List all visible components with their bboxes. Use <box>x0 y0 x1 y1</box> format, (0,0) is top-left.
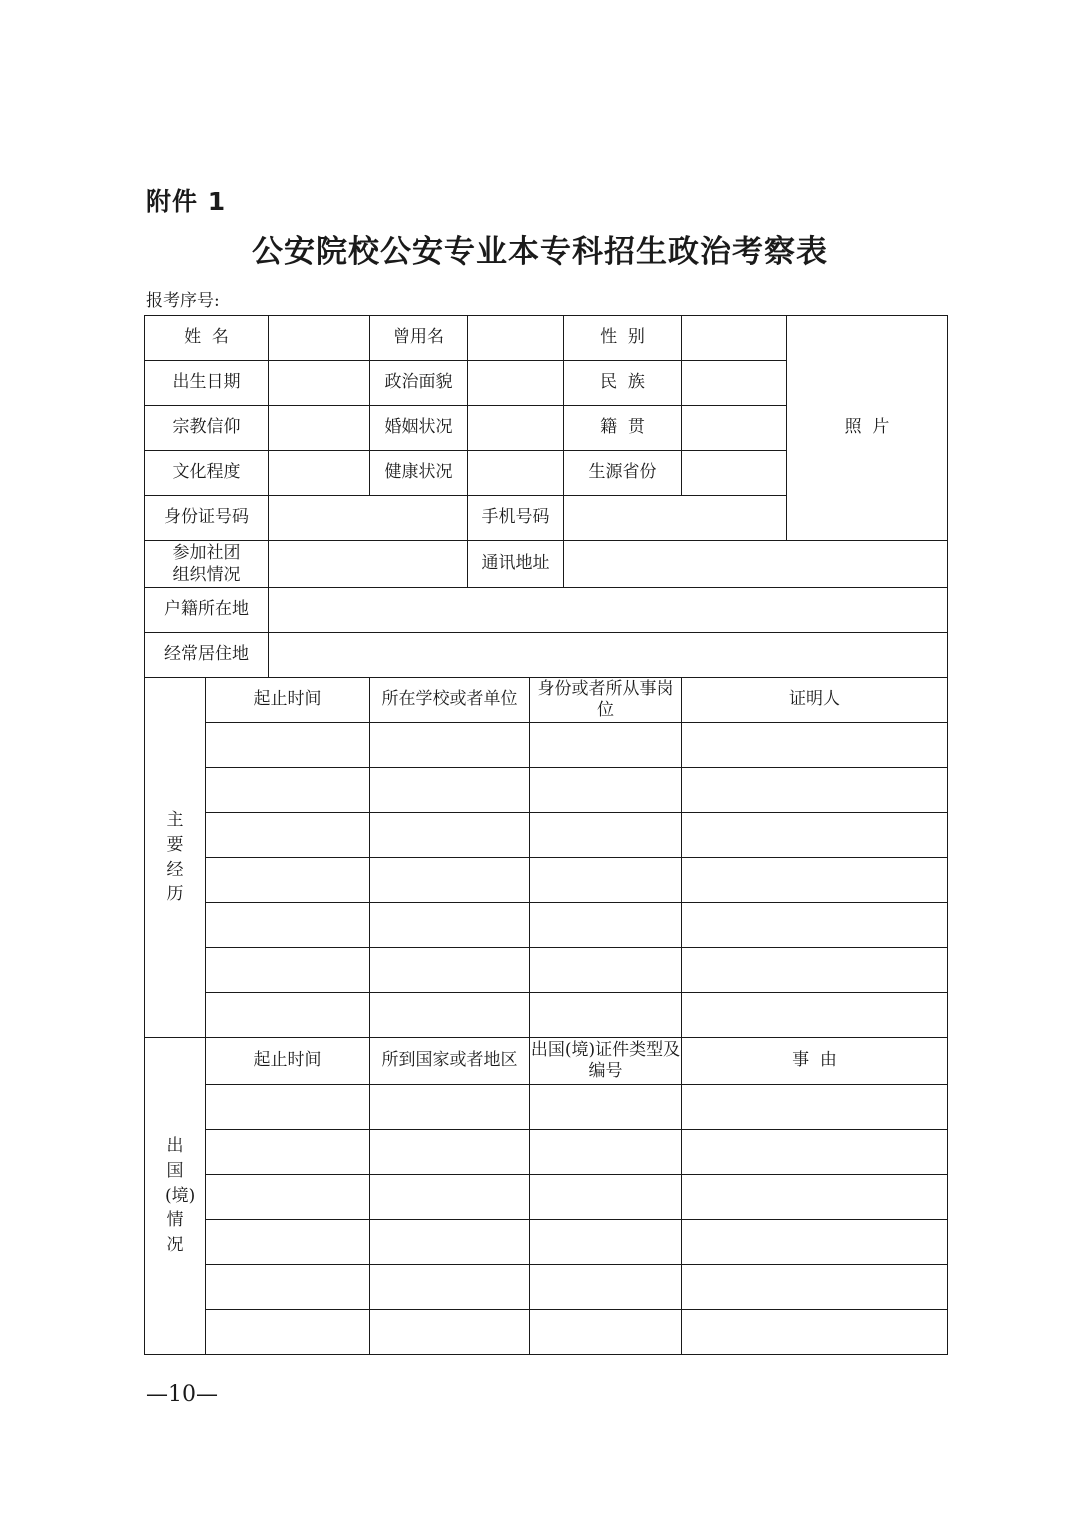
label-source-province: 生源省份 <box>564 451 682 496</box>
cell-input[interactable] <box>682 768 948 813</box>
field-source-province[interactable] <box>682 451 787 496</box>
table-row <box>145 1085 948 1130</box>
cell-input[interactable] <box>370 1265 530 1310</box>
cell-input[interactable] <box>206 993 370 1038</box>
label-political-status: 政治面貌 <box>370 361 468 406</box>
label-mobile: 手机号码 <box>468 496 564 541</box>
cell-input[interactable] <box>682 1085 948 1130</box>
photo-box[interactable] <box>787 316 948 541</box>
field-id-number[interactable] <box>269 496 468 541</box>
abroad-col-document: 出国(境)证件类型及编号 <box>530 1038 682 1085</box>
field-former-name[interactable] <box>468 316 564 361</box>
table-row <box>145 1310 948 1355</box>
cell-input[interactable] <box>530 1310 682 1355</box>
page-number: —10— <box>146 1382 218 1407</box>
cell-input[interactable] <box>682 903 948 948</box>
cell-input[interactable] <box>206 768 370 813</box>
abroad-col-reason: 事 由 <box>682 1038 948 1085</box>
label-religion: 宗教信仰 <box>145 406 269 451</box>
table-row <box>145 723 948 768</box>
cell-input[interactable] <box>530 948 682 993</box>
cell-input[interactable] <box>206 1310 370 1355</box>
photo-label: 照 片 <box>844 417 890 438</box>
cell-input[interactable] <box>206 948 370 993</box>
cell-input[interactable] <box>206 1130 370 1175</box>
table-row <box>145 768 948 813</box>
experience-col-school: 所在学校或者单位 <box>370 678 530 723</box>
cell-input[interactable] <box>206 858 370 903</box>
cell-input[interactable] <box>370 723 530 768</box>
table-row <box>145 858 948 903</box>
abroad-section-text: 出国(境)情况 <box>165 1136 196 1255</box>
cell-input[interactable] <box>530 723 682 768</box>
table-row <box>145 903 948 948</box>
field-organizations[interactable] <box>269 541 468 588</box>
cell-input[interactable] <box>682 1220 948 1265</box>
cell-input[interactable] <box>682 1310 948 1355</box>
cell-input[interactable] <box>682 1265 948 1310</box>
cell-input[interactable] <box>370 1220 530 1265</box>
label-mailing-address: 通讯地址 <box>468 541 564 588</box>
organizations-text: 参加社团组织情况 <box>172 542 241 585</box>
field-education-level[interactable] <box>269 451 370 496</box>
cell-input[interactable] <box>370 1130 530 1175</box>
cell-input[interactable] <box>370 903 530 948</box>
field-household-registration[interactable] <box>269 588 948 633</box>
field-mobile[interactable] <box>564 496 787 541</box>
political-review-form <box>144 315 948 1355</box>
label-health-status: 健康状况 <box>370 451 468 496</box>
cell-input[interactable] <box>682 948 948 993</box>
experience-col-period: 起止时间 <box>206 678 370 723</box>
cell-input[interactable] <box>530 993 682 1038</box>
cell-input[interactable] <box>530 1175 682 1220</box>
table-row <box>145 948 948 993</box>
field-birth-date[interactable] <box>269 361 370 406</box>
field-name[interactable] <box>269 316 370 361</box>
label-marital-status: 婚姻状况 <box>370 406 468 451</box>
cell-input[interactable] <box>682 723 948 768</box>
label-former-name: 曾用名 <box>370 316 468 361</box>
field-residence[interactable] <box>269 633 948 678</box>
abroad-col-country: 所到国家或者地区 <box>370 1038 530 1085</box>
experience-section-label <box>145 678 206 1038</box>
cell-input[interactable] <box>370 858 530 903</box>
label-education-level: 文化程度 <box>145 451 269 496</box>
cell-input[interactable] <box>206 813 370 858</box>
cell-input[interactable] <box>206 1220 370 1265</box>
table-row <box>145 1130 948 1175</box>
cell-input[interactable] <box>206 1175 370 1220</box>
table-row <box>145 1220 948 1265</box>
field-religion[interactable] <box>269 406 370 451</box>
label-native-place: 籍 贯 <box>564 406 682 451</box>
cell-input[interactable] <box>370 768 530 813</box>
cell-input[interactable] <box>370 993 530 1038</box>
label-ethnicity: 民 族 <box>564 361 682 406</box>
label-gender: 性 别 <box>564 316 682 361</box>
table-row <box>145 1175 948 1220</box>
cell-input[interactable] <box>530 1085 682 1130</box>
cell-input[interactable] <box>530 813 682 858</box>
cell-input[interactable] <box>206 1085 370 1130</box>
cell-input[interactable] <box>206 903 370 948</box>
form-title: 公安院校公安专业本专科招生政治考察表 <box>252 234 828 270</box>
abroad-col-period: 起止时间 <box>206 1038 370 1085</box>
table-row <box>145 1265 948 1310</box>
field-political-status[interactable] <box>468 361 564 406</box>
cell-input[interactable] <box>370 1175 530 1220</box>
cell-input[interactable] <box>682 858 948 903</box>
cell-input[interactable] <box>370 1085 530 1130</box>
label-residence: 经常居住地 <box>145 633 269 678</box>
cell-input[interactable] <box>530 1220 682 1265</box>
cell-input[interactable] <box>370 948 530 993</box>
table-row <box>145 993 948 1038</box>
cell-input[interactable] <box>682 813 948 858</box>
field-mailing-address[interactable] <box>564 541 948 588</box>
cell-input[interactable] <box>370 813 530 858</box>
field-health-status[interactable] <box>468 451 564 496</box>
label-organizations <box>145 541 269 588</box>
cell-input[interactable] <box>530 1130 682 1175</box>
cell-input[interactable] <box>530 858 682 903</box>
label-household-registration: 户籍所在地 <box>145 588 269 633</box>
cell-input[interactable] <box>682 1175 948 1220</box>
field-ethnicity[interactable] <box>682 361 787 406</box>
cell-input[interactable] <box>370 1310 530 1355</box>
cell-input[interactable] <box>530 768 682 813</box>
abroad-section-label <box>145 1038 206 1355</box>
field-gender[interactable] <box>682 316 787 361</box>
registration-number-label: 报考序号: <box>146 291 220 311</box>
attachment-label: 附件 1 <box>146 187 227 216</box>
experience-col-position: 身份或者所从事岗位 <box>530 678 682 723</box>
cell-input[interactable] <box>206 723 370 768</box>
label-name: 姓 名 <box>145 316 269 361</box>
experience-col-witness: 证明人 <box>682 678 948 723</box>
label-birth-date: 出生日期 <box>145 361 269 406</box>
cell-input[interactable] <box>530 903 682 948</box>
field-marital-status[interactable] <box>468 406 564 451</box>
label-id-number: 身份证号码 <box>145 496 269 541</box>
cell-input[interactable] <box>206 1265 370 1310</box>
cell-input[interactable] <box>682 993 948 1038</box>
field-native-place[interactable] <box>682 406 787 451</box>
table-row <box>145 813 948 858</box>
cell-input[interactable] <box>682 1130 948 1175</box>
cell-input[interactable] <box>530 1265 682 1310</box>
experience-section-text: 主要经历 <box>166 810 184 905</box>
